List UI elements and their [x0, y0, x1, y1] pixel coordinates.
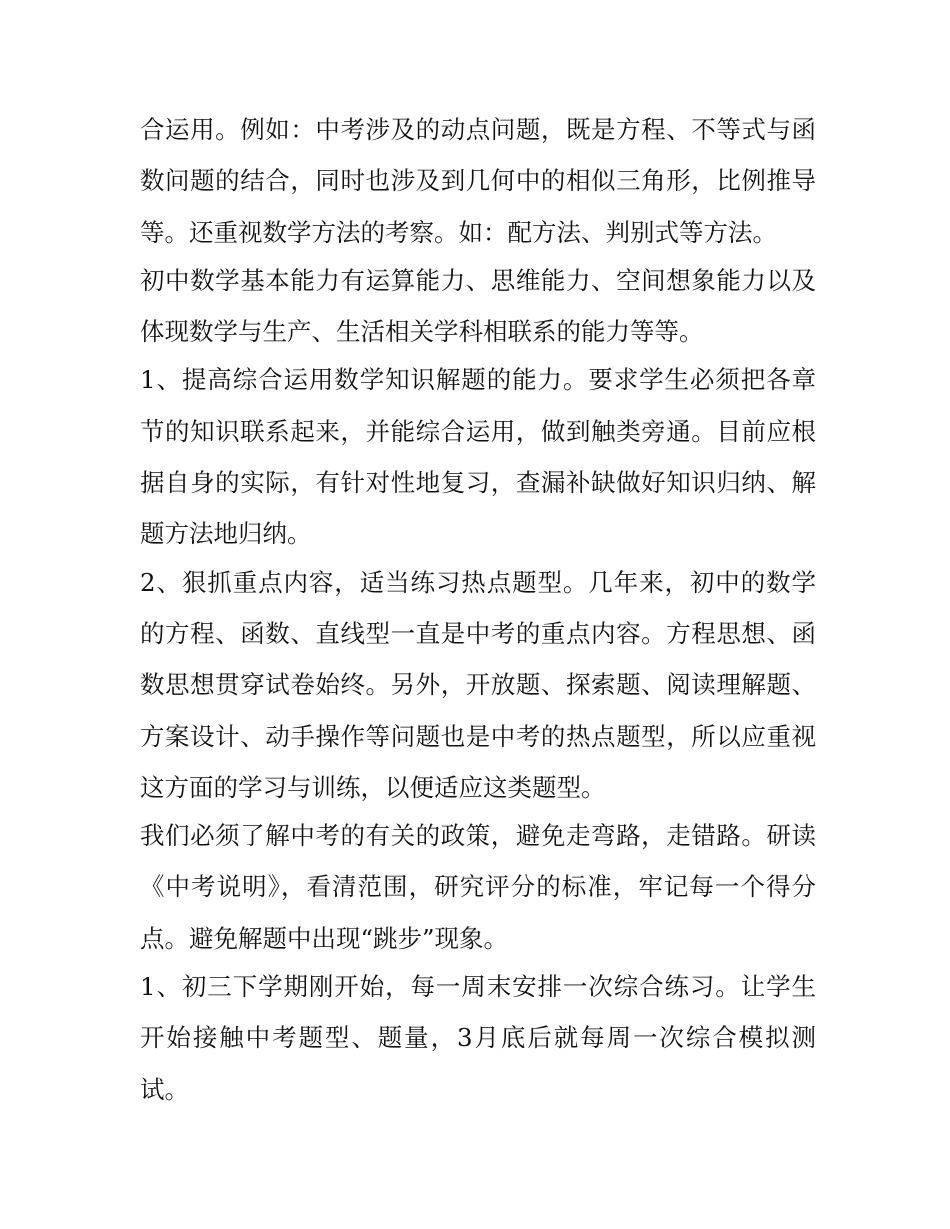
paragraph-2: 初中数学基本能力有运算能力、思维能力、空间想象能力以及体现数学与生产、生活相关学科相联系的能力等等。 [140, 265, 816, 347]
paragraph-3: 1、提高综合运用数学知识解题的能力。要求学生必须把各章节的知识联系起来，并能综合运用，做到触类旁通。目前应根据自身的实际，有针对性地复习，查漏补缺做好知识归纳、解题方法地归纳。 [140, 365, 816, 549]
paragraph-1: 合运用。例如：中考涉及的动点问题，既是方程、不等式与函数问题的结合，同时也涉及到几何中的相似三角形，比例推导等。还重视数学方法的考察。如：配方法、判别式等方法。 [140, 115, 816, 247]
paragraph-6: 1、初三下学期刚开始，每一周末安排一次综合练习。让学生开始接触中考题型、题量，3月底后就每周一次综合模拟测试。 [140, 972, 816, 1104]
paragraph-4: 2、狠抓重点内容，适当练习热点题型。几年来，初中的数学的方程、函数、直线型一直是中考的重点内容。方程思想、函数思想贯穿试卷始终。另外，开放题、探索题、阅读理解题、方案设计、动手操作等问题也是中考的热点题型，所以应重视这方面的学习与训练，以便适应这类题型。 [140, 567, 816, 802]
paragraph-5: 我们必须了解中考的有关的政策，避免走弯路，走错路。研读《中考说明》，看清范围，研究评分的标准，牢记每一个得分点。避免解题中出现“跳步”现象。 [140, 821, 816, 953]
document-page [140, 104, 816, 1115]
